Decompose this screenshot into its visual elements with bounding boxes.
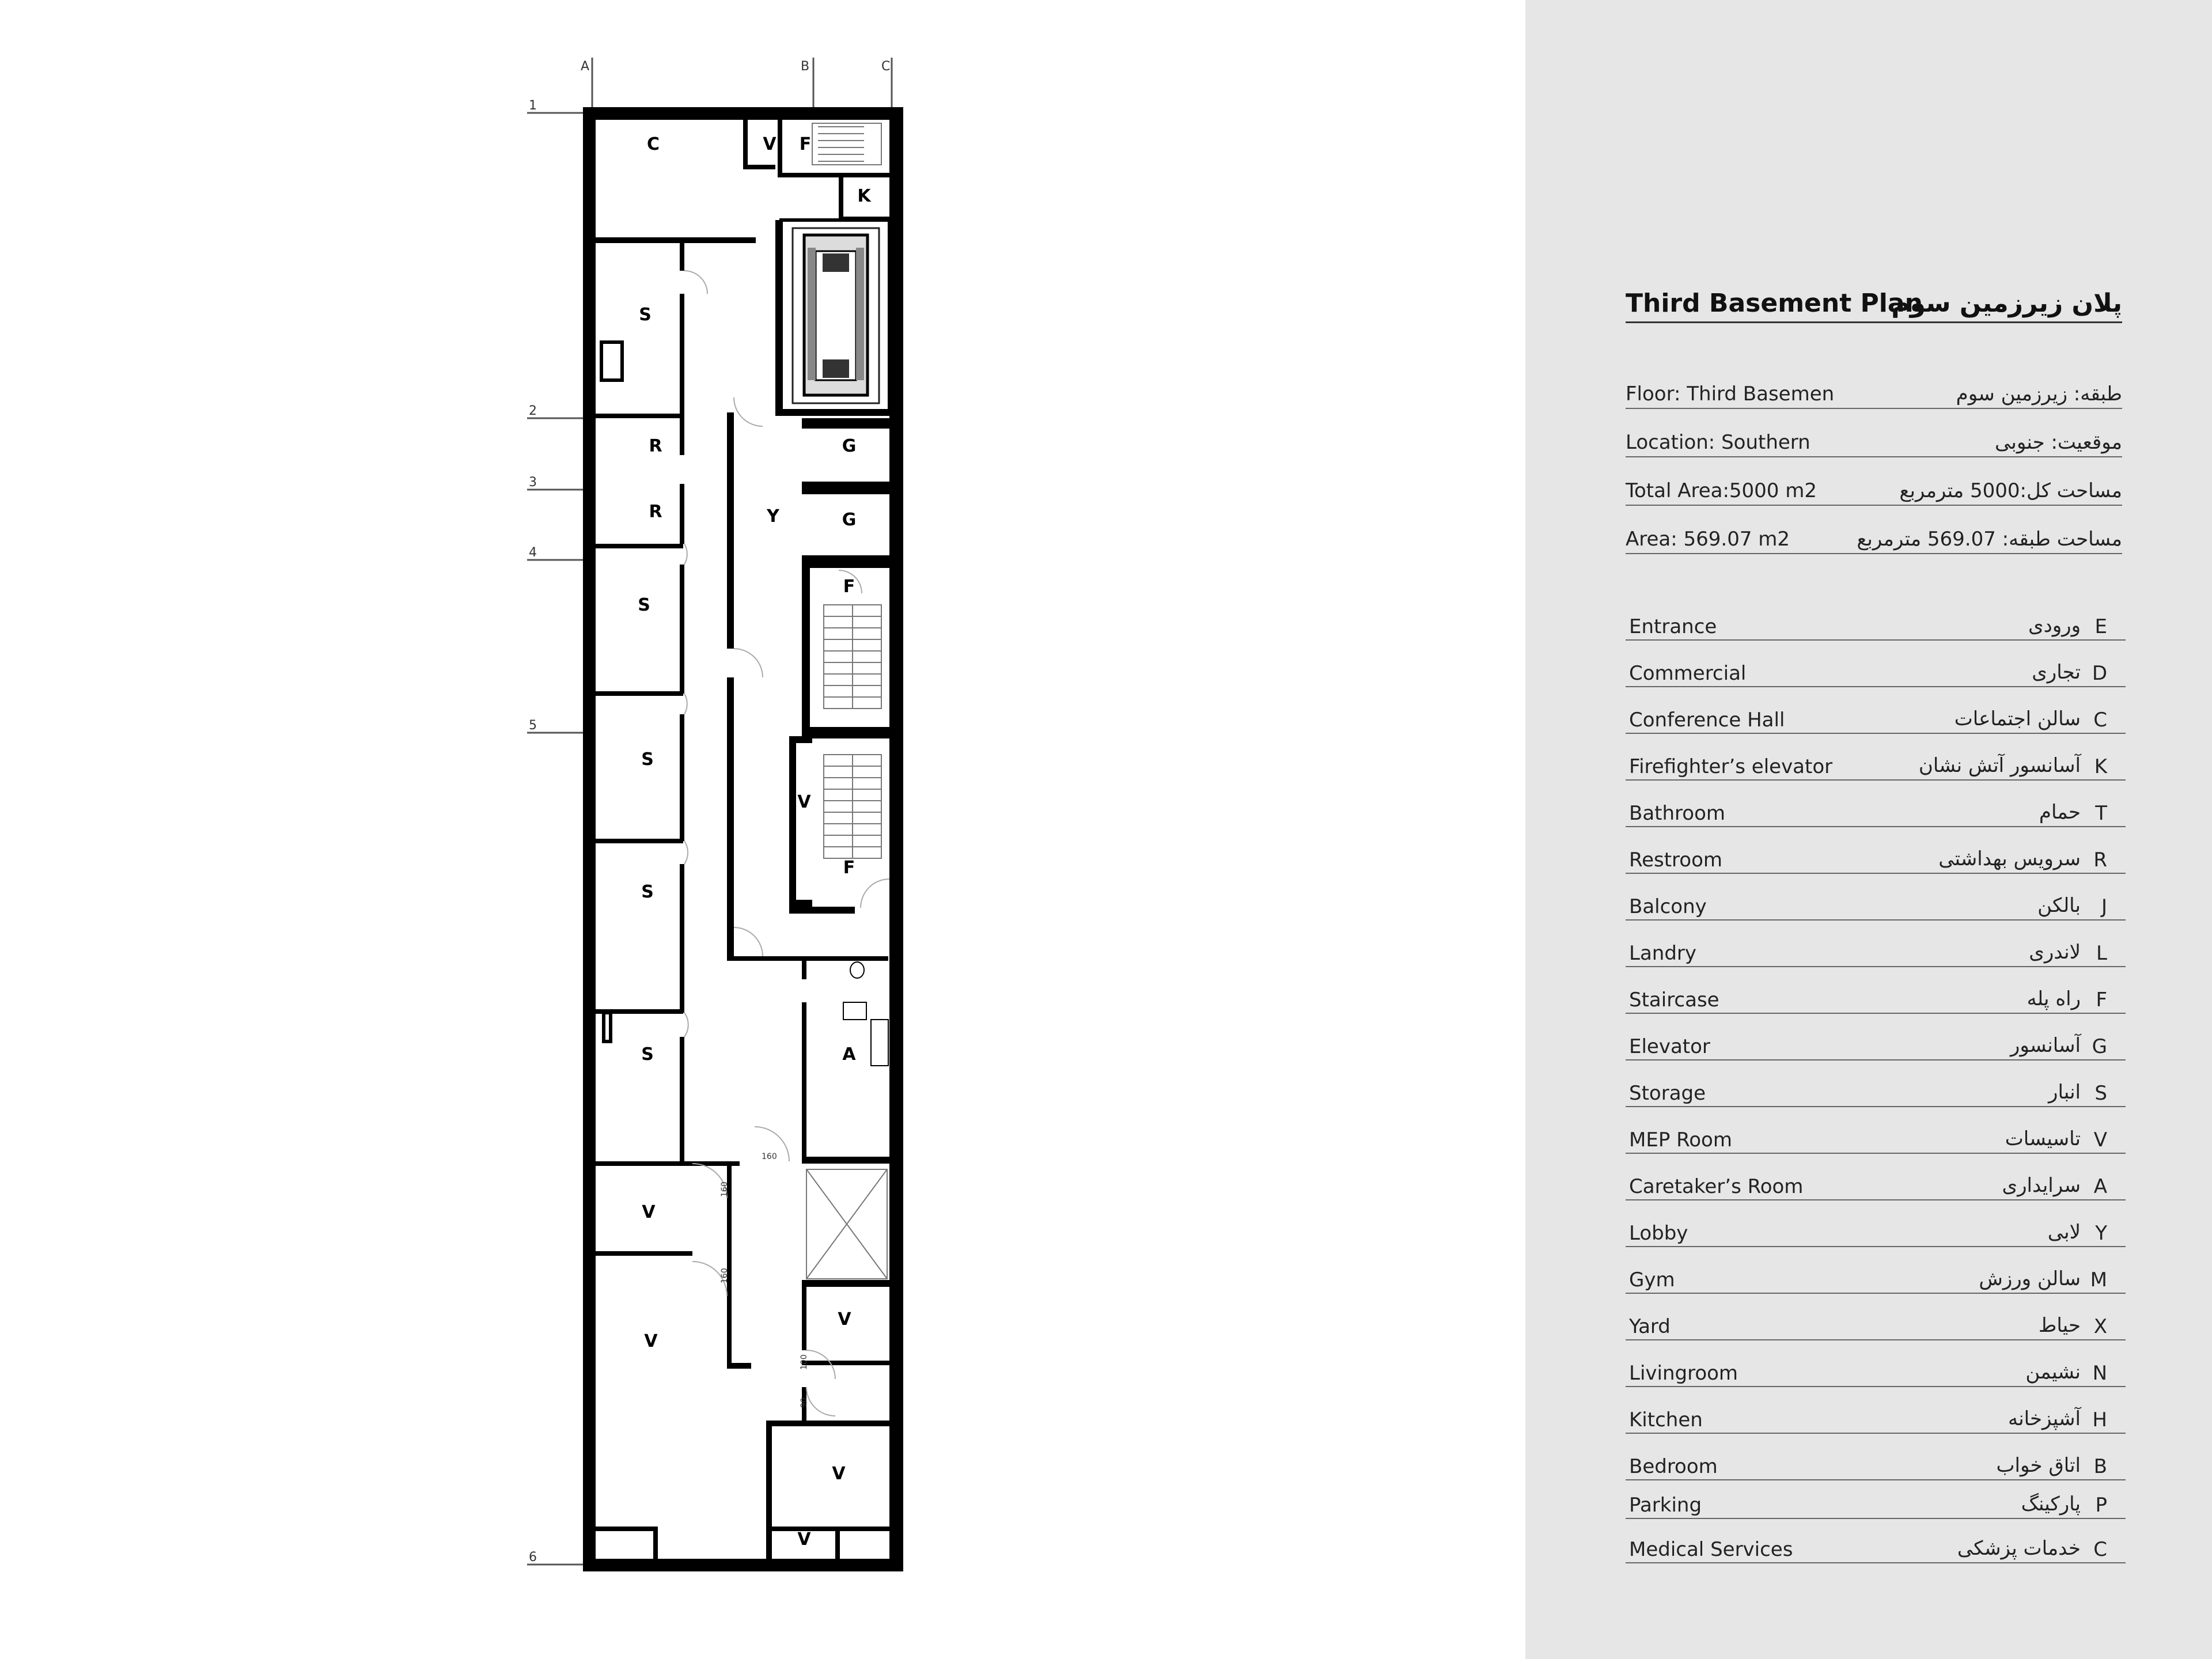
info-row-floor [1626, 380, 2122, 409]
room-label: G [842, 436, 857, 456]
legend-item-en: Conference Hall [1629, 709, 1785, 732]
room-label: V [797, 1529, 811, 1550]
info-fa: مساحت کل:5000 مترمربع [1899, 479, 2122, 502]
legend-item-en: Commercial [1629, 662, 1747, 685]
grid-row-label: 6 [529, 1550, 537, 1565]
legend-item [1626, 1260, 2126, 1294]
legend-item-en: Storage [1629, 1082, 1706, 1105]
legend-item [1626, 1354, 2126, 1387]
legend-item-code: T [2095, 802, 2107, 825]
legend-item-code: S [2094, 1082, 2107, 1105]
legend-item-code: P [2095, 1494, 2107, 1517]
legend-item-fa: سرایداری [2002, 1174, 2081, 1197]
room-label: S [641, 1044, 654, 1065]
legend-item-fa: لاندری [2029, 941, 2081, 964]
legend-item-en: Parking [1629, 1494, 1702, 1517]
grid-col-label: A [581, 59, 590, 74]
legend-item-en: Medical Services [1629, 1538, 1793, 1561]
void-shaft [806, 1169, 887, 1279]
legend-item-en: Bathroom [1629, 802, 1725, 825]
legend-item [1626, 887, 2126, 921]
grid-row-label: 3 [529, 475, 537, 490]
info-en: Area: 569.07 m2 [1626, 528, 1790, 551]
legend-item [1626, 934, 2126, 967]
plan-title-fa: پلان زیرزمین سوم [1891, 289, 2122, 318]
room-label: S [638, 595, 650, 615]
legend-item [1626, 747, 2126, 781]
legend-item [1626, 1214, 2126, 1247]
grid-row-label: 2 [529, 404, 537, 418]
room-label: R [649, 502, 662, 522]
room-label: V [797, 792, 811, 812]
legend-item-fa: نشیمن [2025, 1361, 2081, 1384]
room-label: R [649, 436, 662, 456]
legend-item [1626, 840, 2126, 874]
legend-item-en: Kitchen [1629, 1408, 1703, 1431]
room-label: F [843, 577, 855, 597]
legend-item-code: R [2093, 849, 2107, 872]
legend-item-fa: ورودی [2028, 614, 2081, 637]
legend-item-code: X [2093, 1315, 2107, 1338]
legend-item [1626, 1074, 2126, 1107]
legend-item-en: Yard [1629, 1315, 1671, 1338]
dimension-label: 160 [762, 1152, 777, 1161]
legend-item-fa: سرویس بهداشتی [1938, 847, 2081, 870]
room-label: G [842, 510, 857, 530]
legend-item-fa: پارکینگ [2021, 1493, 2081, 1516]
legend-item-fa: حیاط [2038, 1314, 2081, 1337]
info-row-area [1626, 525, 2122, 554]
info-fa: موقعیت: جنوبی [1995, 431, 2122, 454]
room-label: S [641, 749, 654, 770]
legend-item [1626, 1447, 2126, 1480]
legend-item-code: H [2092, 1408, 2107, 1431]
legend-item [1626, 1400, 2126, 1434]
legend-item-code: J [2101, 895, 2107, 918]
dimension-label: 160 [720, 1268, 729, 1283]
legend-item-fa: حمام [2039, 801, 2081, 824]
legend-item-en: Staircase [1629, 988, 1719, 1012]
room-label: C [646, 134, 660, 154]
legend-item-code: N [2092, 1362, 2107, 1385]
legend-item [1626, 1027, 2126, 1060]
legend-item-en: Livingroom [1629, 1362, 1738, 1385]
legend-item [1626, 607, 2126, 641]
room-label: F [843, 858, 855, 878]
legend-item-fa: تجاری [2032, 661, 2081, 684]
legend-item-en: MEP Room [1629, 1128, 1732, 1152]
legend-item [1626, 1530, 2126, 1563]
legend-item-en: Gym [1629, 1268, 1675, 1291]
legend-item [1626, 1167, 2126, 1200]
legend-item-fa: سالن ورزش [1979, 1267, 2081, 1290]
legend-item-code: F [2096, 988, 2107, 1012]
legend-item-en: Caretaker’s Room [1629, 1175, 1804, 1198]
legend-item-fa: خدمات پزشکی [1957, 1537, 2081, 1560]
room-label: A [842, 1044, 856, 1065]
legend-panel [1525, 0, 2212, 1659]
legend-item [1626, 1307, 2126, 1340]
legend-item-en: Elevator [1629, 1035, 1710, 1058]
legend-item [1626, 794, 2126, 827]
legend-item-code: K [2094, 755, 2107, 778]
legend-item [1626, 1486, 2126, 1519]
room-label: Y [767, 506, 779, 527]
legend-item-en: Bedroom [1629, 1455, 1718, 1478]
plan-title-en: Third Basement Plan [1626, 289, 1923, 318]
grid-row-label: 4 [529, 546, 537, 560]
legend-item-fa: اتاق خواب [1996, 1454, 2081, 1477]
grid-row-label: 5 [529, 718, 537, 733]
info-row-total-area [1626, 477, 2122, 506]
grid-col-label: C [881, 59, 891, 74]
legend-item-code: V [2093, 1128, 2107, 1152]
info-fa: طبقه: زیرزمین سوم [1956, 382, 2122, 406]
grid-col-label: B [801, 59, 810, 74]
legend-item-fa: انبار [2048, 1081, 2081, 1104]
legend-item-code: Y [2095, 1222, 2107, 1245]
legend-item [1626, 654, 2126, 687]
legend-item-code: B [2093, 1455, 2107, 1478]
room-label: S [639, 305, 652, 325]
legend-item-en: Entrance [1629, 615, 1717, 638]
legend-item-fa: آشپزخانه [2008, 1407, 2081, 1430]
room-label: V [832, 1464, 846, 1484]
legend-item-code: C [2093, 1538, 2107, 1561]
room-label: V [838, 1309, 851, 1330]
room-label: V [763, 134, 777, 154]
room-label: F [799, 134, 812, 154]
room-label: V [644, 1331, 658, 1351]
legend-item-en: Restroom [1629, 849, 1723, 872]
dimension-label: 100 [800, 1354, 809, 1370]
legend-item-code: E [2094, 615, 2107, 638]
legend-item-en: Balcony [1629, 895, 1707, 918]
legend-item-en: Landry [1629, 942, 1697, 965]
legend-item-en: Lobby [1629, 1222, 1688, 1245]
elevator-shaft [781, 220, 889, 412]
dimension-label: 160 [720, 1181, 729, 1197]
dimension-label: 90 [800, 1397, 809, 1408]
room-label: V [642, 1202, 656, 1222]
info-fa: مساحت طبقه: 569.07 مترمربع [1857, 528, 2122, 551]
door-swings [684, 271, 889, 1416]
info-row-location [1626, 429, 2122, 457]
legend-item-fa: سالن اجتماعات [1954, 707, 2081, 730]
room-label: K [857, 186, 871, 206]
legend-item-fa: لابی [2047, 1221, 2081, 1244]
legend-item-fa: راه پله [2027, 987, 2081, 1010]
legend-item-code: D [2092, 662, 2107, 685]
legend-item-code: M [2090, 1268, 2107, 1291]
legend-item-fa: آسانسور [2010, 1034, 2081, 1057]
legend-item-fa: بالکن [2037, 894, 2081, 917]
legend-item-code: L [2096, 942, 2107, 965]
legend-item-fa: تاسیسات [2005, 1127, 2081, 1150]
info-en: Location: Southern [1626, 431, 1810, 454]
info-en: Floor: Third Basemen [1626, 382, 1835, 406]
info-en: Total Area:5000 m2 [1626, 479, 1817, 502]
legend-item-fa: آسانسور آتش نشان [1918, 754, 2081, 777]
legend-item [1626, 700, 2126, 734]
grid-row-label: 1 [529, 99, 537, 113]
legend-item-code: C [2093, 709, 2107, 732]
legend-item [1626, 980, 2126, 1014]
plan-title-row [1626, 287, 2122, 323]
stair-top [812, 123, 881, 165]
legend-item-en: Firefighter’s elevator [1629, 755, 1833, 778]
legend-item-code: G [2092, 1035, 2107, 1058]
room-label: S [641, 882, 654, 902]
legend-item [1626, 1120, 2126, 1154]
legend-item-code: A [2093, 1175, 2107, 1198]
